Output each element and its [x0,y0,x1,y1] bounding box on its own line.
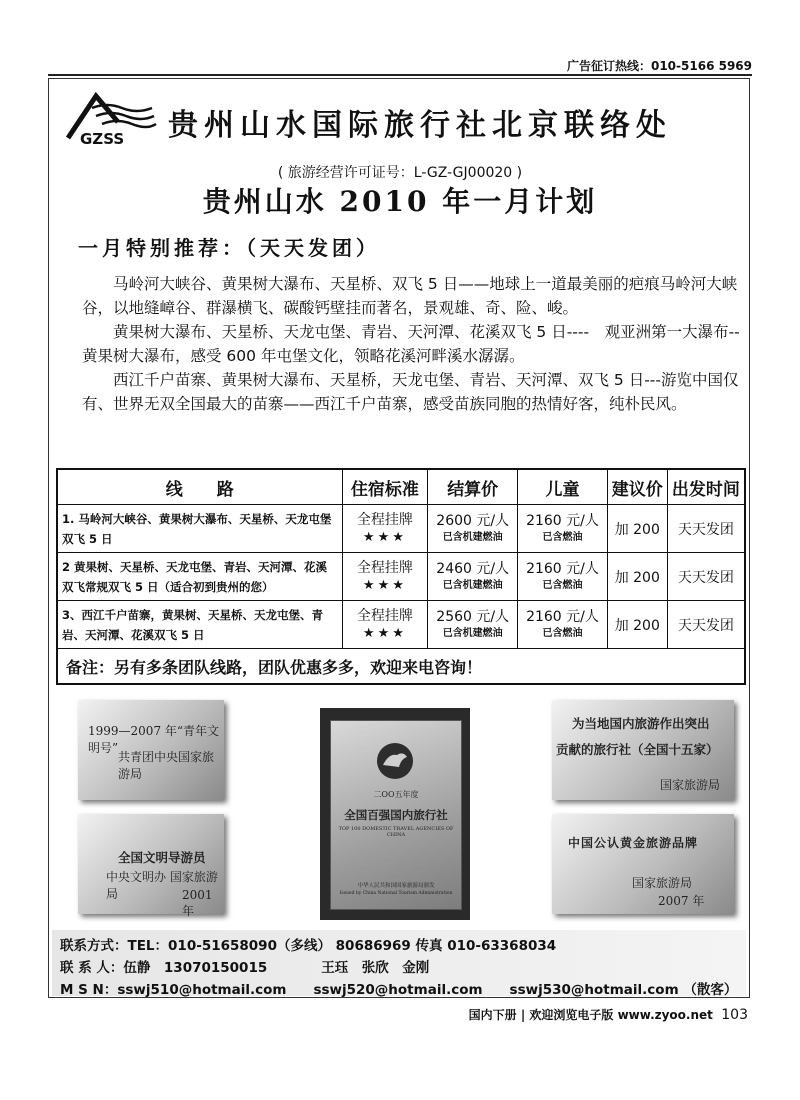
plaque-title-en: TOP 100 DOMESTIC TRAVEL AGENCIES OF CHINA [338,826,454,838]
star-rating: ★★★ [362,577,407,593]
table-header-row [57,469,745,505]
award-civilized-guide [78,814,224,918]
lodging-cell [342,505,428,553]
page-number: 103 [721,1007,748,1023]
departure-time: 天天发团 [667,553,745,601]
departure-time: 天天发团 [667,601,745,649]
star-rating: ★★★ [362,529,407,545]
suggested-price: 加 200 [607,505,667,553]
route-name: 1. 马岭河大峡谷、黄果树大瀑布、天星桥、天龙屯堡双飞 5 日 [57,505,342,553]
suggested-price: 加 200 [607,553,667,601]
child-price: 2160 元/人 [526,512,599,529]
logo-text: GZSS [80,130,125,146]
price-cell [428,601,518,649]
price-value: 2560 元/人 [436,608,510,625]
plaque-issuer-en: Issued by China National Tourism Administration [339,891,453,896]
intro-paragraph: 马岭河大峡谷、黄果树大瀑布、天星桥、双飞 5 日——地球上一道最美丽的疤痕马岭河大峡谷，以地缝嶂谷、群瀑横飞、碳酸钙壁挂而著名，景观雄、奇、险、峻。 [82,275,738,317]
lodging-cell [342,601,428,649]
license-number: ( 旅游经营许可证号：L-GZ-GJ00020 ) [277,165,523,181]
plaque-issuer: 中华人民共和国国家旅游局颁发 [357,883,435,889]
child-cell [518,553,608,601]
award-text: 1999—2007 年“青年文明号” [88,724,220,755]
child-note: 已含燃油 [542,627,583,639]
suggested-price: 加 200 [607,601,667,649]
award-issuer: 国家旅游局 [660,778,721,792]
intro-text [82,272,742,416]
award-text: 贡献的旅行社（全国十五家） [556,742,719,757]
plaque [330,720,462,910]
col-header-lodging: 住宿标准 [342,469,428,505]
price-note: 已含机建燃油 [442,627,503,639]
col-header-depart: 出发时间 [667,469,745,505]
contact-msn [60,978,737,998]
child-note: 已含燃油 [542,531,583,543]
award-text: 为当地国内旅游作出突出 [572,716,710,731]
star-rating: ★★★ [362,625,407,641]
agency-title: 贵州山水国际旅行社北京联络处 [168,108,672,143]
child-price: 2160 元/人 [526,560,599,577]
plan-title: 贵州山水 2010 年一月计划 [202,185,598,218]
award-issuer: 共青团中央国家旅游局 [118,750,215,781]
child-cell [518,601,608,649]
top100-plaque-photo [320,708,470,920]
price-value: 2600 元/人 [436,512,510,529]
contact-msn-label: M S N： [60,982,118,998]
table-row [57,505,745,553]
award-youth-civilized [78,700,224,800]
award-gold-brand [552,814,734,914]
table-row [57,553,745,601]
tourism-emblem-icon [375,741,415,781]
child-price: 2160 元/人 [526,608,599,625]
contact-person-label: 联 系 人： [60,960,124,976]
lodging-text: 全程挂牌 [356,511,413,528]
top-divider [48,74,752,76]
plaque-title: 全国百强国内旅行社 [344,808,448,822]
award-domestic-contribution [552,700,734,800]
col-header-route: 线 路 [57,469,342,505]
route-name: 3、西江千户苗寨，黄果树、天星桥、天龙屯堡、青岩、天河潭、花溪双飞 5 日 [57,601,342,649]
award-text: 全国文明导游员 [118,850,206,865]
contact-msn-accounts: sswj510@hotmail.com sswj520@hotmail.com sswj530@hotmail.com （散客） [117,982,738,998]
ad-hotline: 广告征订热线：010-5166 5969 [566,59,752,73]
table-note-row [57,649,745,685]
footer-text: 国内下册 | 欢迎浏览电子版 www.zyoo.net [468,1008,713,1022]
lodging-text: 全程挂牌 [356,607,413,624]
special-recommend-heading: 一月特别推荐：（天天发团） [78,236,380,260]
col-header-suggest: 建议价 [607,469,667,505]
child-note: 已含燃油 [542,579,583,591]
price-value: 2460 元/人 [436,560,510,577]
award-text: 中国公认黄金旅游品牌 [568,836,699,850]
route-price-table [56,468,746,685]
award-issuer: 中央文明办 国家旅游局 [106,870,218,901]
route-name: 2 黄果树、天星桥、天龙屯堡、青岩、天河潭、花溪双飞常规双飞 5 日（适合初到贵州的您） [57,553,342,601]
intro-paragraph: 西江千户苗寨、黄果树大瀑布、天星桥，天龙屯堡、青岩、天河潭、双飞 5 日---游览中国仅有、世界无双全国最大的苗寨——西江千户苗寨，感受苗族同胞的热情好客，纯朴民风。 [82,371,739,413]
contact-persons [60,956,429,976]
contact-phone [60,934,556,954]
table-note: 备注：另有多条团队线路，团队优惠多多，欢迎来电咨询！ [57,649,745,685]
intro-paragraph: 黄果树大瀑布、天星桥、天龙屯堡、青岩、天河潭、花溪双飞 5 日---- 观亚洲第一大瀑布--黄果树大瀑布，感受 600 年屯堡文化，领略花溪河畔溪水潺潺。 [82,323,740,365]
col-header-child: 儿童 [518,469,608,505]
contact-phone-label: 联系方式： [60,938,128,954]
lodging-cell [342,553,428,601]
table-row [57,601,745,649]
price-note: 已含机建燃油 [442,531,503,543]
price-note: 已含机建燃油 [442,579,503,591]
gzss-logo-icon [62,88,160,146]
award-year: 2001 年 [182,888,213,918]
child-cell [518,505,608,553]
departure-time: 天天发团 [667,505,745,553]
award-issuer: 国家旅游局 [632,876,693,890]
lodging-text: 全程挂牌 [356,559,413,576]
col-header-price: 结算价 [428,469,518,505]
contact-phone-numbers: TEL：010-51658090（多线） 80686969 传真 010-63368034 [127,938,557,954]
award-year: 2007 年 [658,894,705,908]
contact-person-names: 伍静 13070150015 王珏 张欣 金刚 [123,960,430,976]
price-cell [428,553,518,601]
price-cell [428,505,518,553]
contact-block [52,930,746,996]
plaque-year: 二OO五年度 [373,790,419,799]
page-footer [469,1006,748,1023]
